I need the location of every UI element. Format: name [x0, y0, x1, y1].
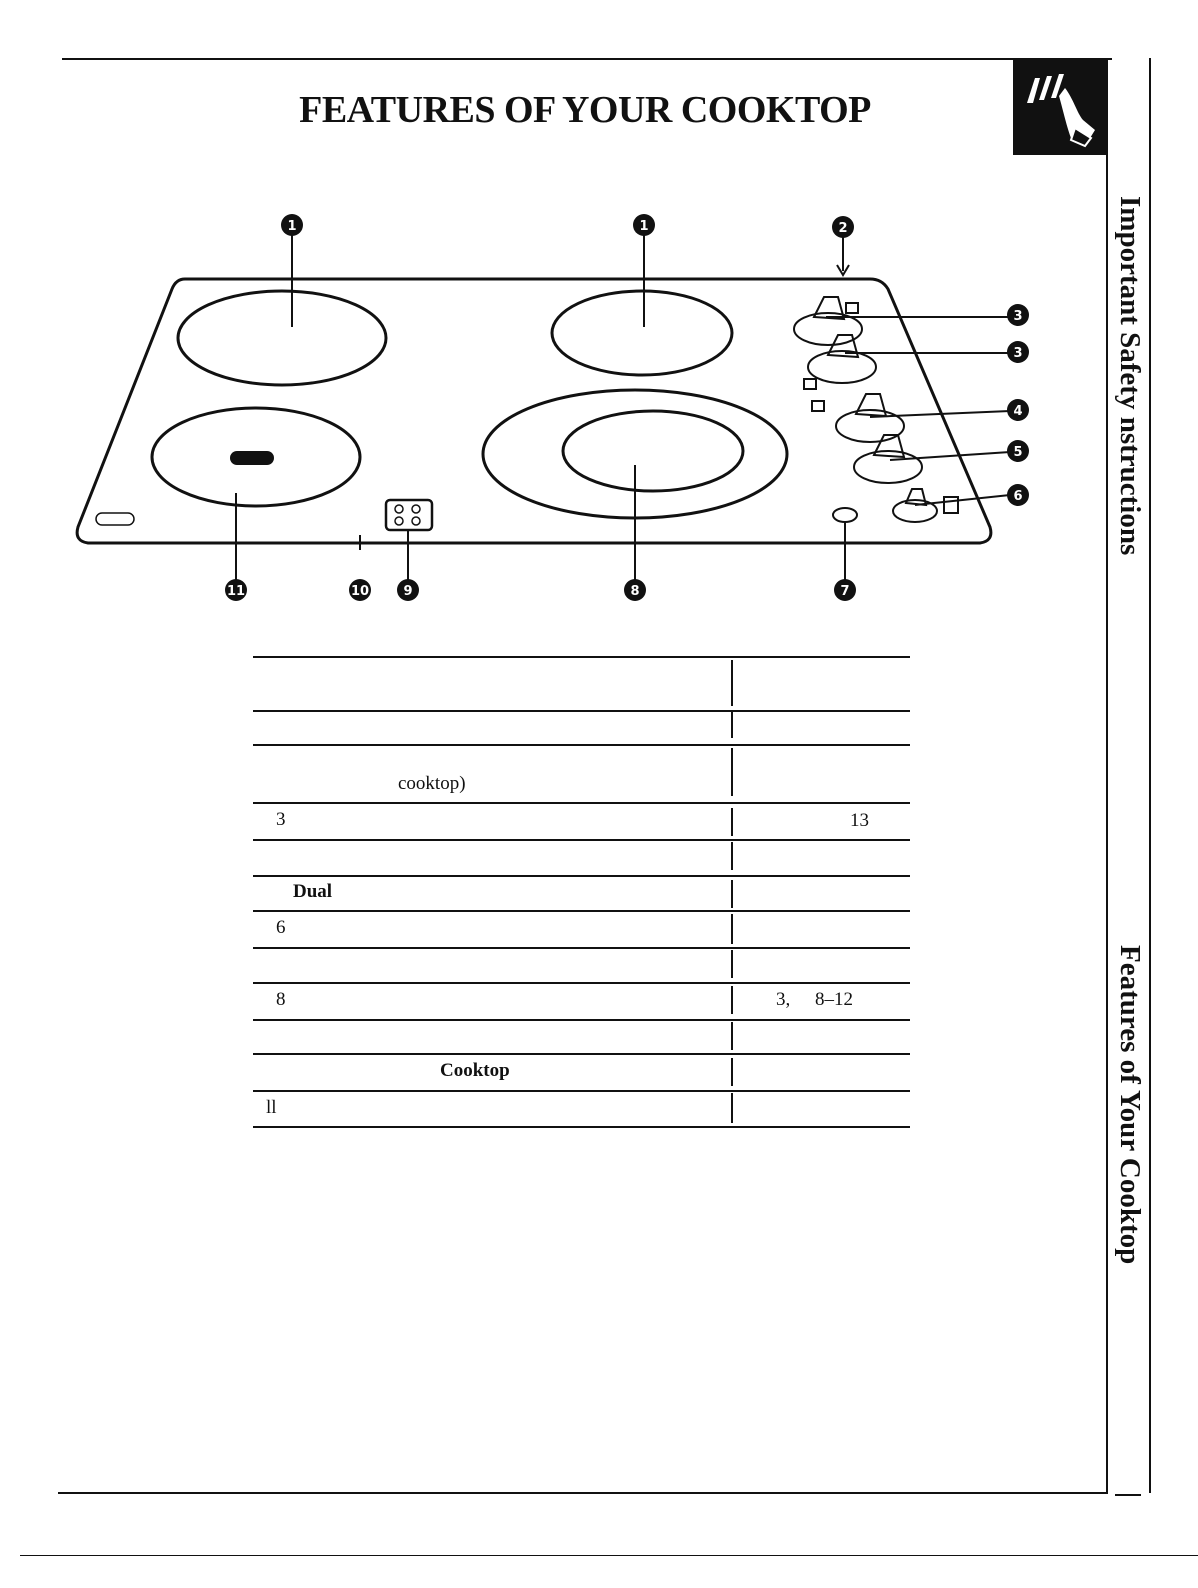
table-cell: 3, — [776, 989, 791, 1010]
bottom-rule-tick — [1115, 1494, 1141, 1496]
table-cell: 13 — [850, 810, 869, 831]
callout-6: 6 — [1013, 489, 1023, 504]
on-signal-light — [833, 508, 857, 522]
callout-5: 5 — [1013, 445, 1023, 460]
table-cell: 3 — [276, 809, 286, 830]
surface-unit-rear-right — [552, 291, 732, 375]
table-cell: Dual — [293, 881, 333, 902]
table-cell: 8–12 — [815, 989, 853, 1010]
bottom-rule — [58, 1492, 1108, 1494]
hand-pointing-icon — [1013, 58, 1108, 155]
table-cell: cooktop) — [398, 773, 466, 794]
sidebar-rule-left — [1106, 155, 1108, 1493]
callout-7: 7 — [840, 584, 850, 599]
table-cell: ll — [266, 1097, 277, 1118]
sidebar-heading-safety: Important Safety nstructions — [1114, 196, 1146, 556]
table-cell: 8 — [276, 989, 286, 1010]
callout-3a: 3 — [1013, 309, 1023, 324]
brand-badge — [96, 513, 134, 525]
callout-1a: 1 — [287, 219, 297, 234]
callout-1b: 1 — [639, 219, 649, 234]
callout-2: 2 — [838, 221, 848, 236]
callout-4: 4 — [1013, 404, 1023, 419]
callout-11: 11 — [226, 584, 246, 599]
cooktop-diagram — [60, 205, 1023, 605]
top-rule — [62, 58, 1112, 60]
page-title: FEATURES OF YOUR COOKTOP — [299, 89, 871, 131]
dual-unit-inner — [563, 411, 743, 491]
hot-surface-indicator-pad — [386, 500, 432, 530]
sidebar-heading-features: Features of Your Cooktop — [1114, 945, 1146, 1265]
table-cell: Cooktop — [440, 1060, 510, 1081]
callout-10: 10 — [350, 584, 370, 599]
table-cell: 6 — [276, 917, 286, 938]
callout-3b: 3 — [1013, 346, 1023, 361]
callout-9: 9 — [403, 584, 413, 599]
callout-8: 8 — [630, 584, 640, 599]
sidebar-rule-right — [1149, 58, 1151, 1493]
surface-unit-rear-left — [178, 291, 386, 385]
section-tab — [1013, 58, 1108, 155]
page-footer-rule — [20, 1555, 1198, 1556]
